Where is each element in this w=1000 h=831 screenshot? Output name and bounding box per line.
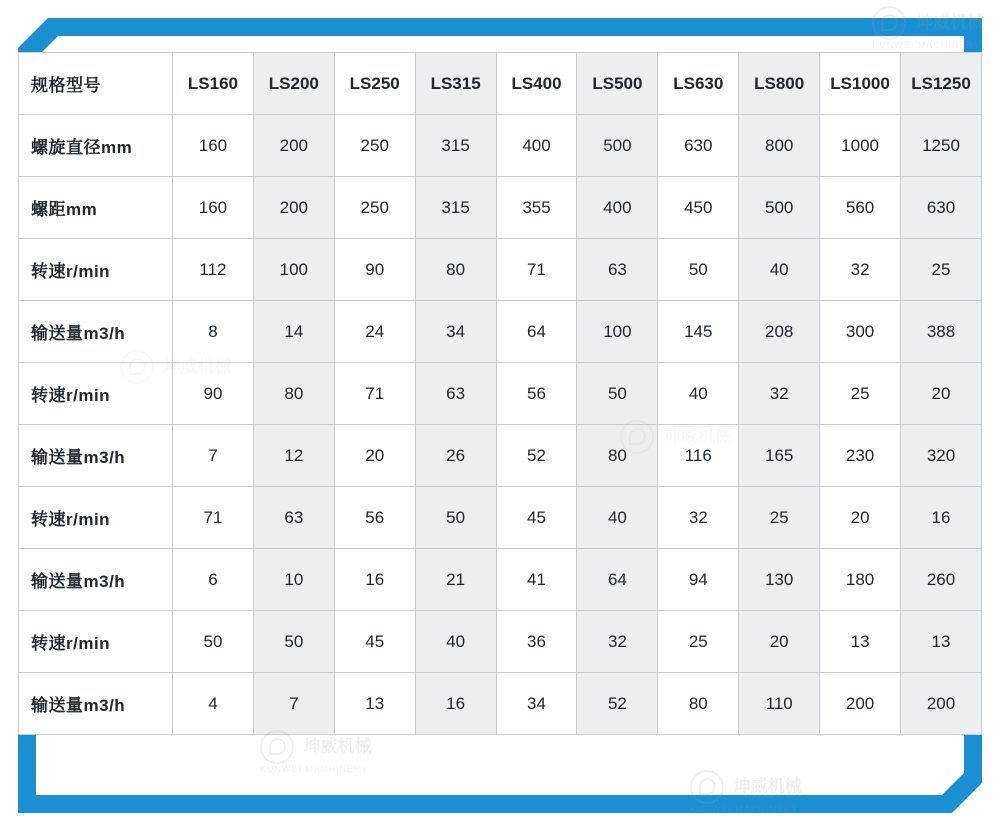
table-cell: 13 (334, 673, 415, 735)
table-cell: 32 (820, 239, 901, 301)
table-cell: 63 (415, 363, 496, 425)
table-row (19, 301, 982, 363)
table-cell: 8 (173, 301, 254, 363)
table-cell: 7 (173, 425, 254, 487)
row-label: 转速r/min (19, 239, 173, 301)
table-cell: 100 (577, 301, 658, 363)
row-label: 螺旋直径mm (19, 115, 173, 177)
spec-table-container (18, 52, 982, 779)
table-cell: 20 (901, 363, 982, 425)
table-cell: 32 (739, 363, 820, 425)
table-cell: 34 (415, 301, 496, 363)
table-cell: 116 (658, 425, 739, 487)
table-row (19, 115, 982, 177)
table-cell: 388 (901, 301, 982, 363)
table-cell: 40 (577, 487, 658, 549)
table-row (19, 487, 982, 549)
row-label: 输送量m3/h (19, 301, 173, 363)
table-cell: 560 (820, 177, 901, 239)
table-cell: 50 (658, 239, 739, 301)
table-cell: 200 (901, 673, 982, 735)
table-cell: 45 (496, 487, 577, 549)
table-cell: 80 (415, 239, 496, 301)
table-cell: 630 (901, 177, 982, 239)
row-label: 规格型号 (19, 53, 173, 115)
table-cell: 1000 (820, 115, 901, 177)
table-row (19, 549, 982, 611)
table-cell: 52 (577, 673, 658, 735)
table-cell: 50 (577, 363, 658, 425)
table-cell: 450 (658, 177, 739, 239)
table-cell: 315 (415, 115, 496, 177)
table-cell: 41 (496, 549, 577, 611)
table-cell: 25 (901, 239, 982, 301)
table-cell: 80 (658, 673, 739, 735)
table-row (19, 177, 982, 239)
table-cell: 630 (658, 115, 739, 177)
table-cell: 26 (415, 425, 496, 487)
table-cell: 32 (577, 611, 658, 673)
table-cell: 6 (173, 549, 254, 611)
table-cell: 500 (739, 177, 820, 239)
table-cell: 40 (739, 239, 820, 301)
table-cell: 14 (253, 301, 334, 363)
table-cell: 16 (334, 549, 415, 611)
column-header-model: LS1250 (901, 53, 982, 115)
table-cell: 50 (415, 487, 496, 549)
table-cell: 320 (901, 425, 982, 487)
table-cell: 71 (173, 487, 254, 549)
table-cell: 34 (496, 673, 577, 735)
table-cell: 7 (253, 673, 334, 735)
row-label: 输送量m3/h (19, 425, 173, 487)
table-cell: 90 (334, 239, 415, 301)
column-header-model: LS250 (334, 53, 415, 115)
table-row (19, 239, 982, 301)
row-label: 转速r/min (19, 487, 173, 549)
row-label: 输送量m3/h (19, 673, 173, 735)
table-cell: 64 (577, 549, 658, 611)
table-cell: 71 (496, 239, 577, 301)
table-cell: 24 (334, 301, 415, 363)
table-row (19, 673, 982, 735)
table-cell: 80 (253, 363, 334, 425)
table-cell: 300 (820, 301, 901, 363)
table-row (19, 363, 982, 425)
table-cell: 12 (253, 425, 334, 487)
table-cell: 315 (415, 177, 496, 239)
table-cell: 94 (658, 549, 739, 611)
table-cell: 25 (820, 363, 901, 425)
table-cell: 50 (173, 611, 254, 673)
table-cell: 1250 (901, 115, 982, 177)
table-cell: 71 (334, 363, 415, 425)
table-cell: 20 (334, 425, 415, 487)
table-cell: 145 (658, 301, 739, 363)
table-cell: 63 (253, 487, 334, 549)
table-cell: 4 (173, 673, 254, 735)
row-label: 转速r/min (19, 611, 173, 673)
table-cell: 250 (334, 177, 415, 239)
table-cell: 160 (173, 115, 254, 177)
table-cell: 40 (658, 363, 739, 425)
table-cell: 165 (739, 425, 820, 487)
table-cell: 20 (739, 611, 820, 673)
table-cell: 112 (173, 239, 254, 301)
table-cell: 400 (496, 115, 577, 177)
table-cell: 500 (577, 115, 658, 177)
row-label: 输送量m3/h (19, 549, 173, 611)
table-cell: 50 (253, 611, 334, 673)
table-cell: 130 (739, 549, 820, 611)
table-cell: 52 (496, 425, 577, 487)
row-label: 转速r/min (19, 363, 173, 425)
table-cell: 80 (577, 425, 658, 487)
table-cell: 16 (901, 487, 982, 549)
column-header-model: LS630 (658, 53, 739, 115)
table-cell: 200 (253, 177, 334, 239)
table-cell: 25 (739, 487, 820, 549)
table-cell: 36 (496, 611, 577, 673)
spec-table-body (19, 53, 982, 735)
spec-table (18, 52, 982, 735)
column-header-model: LS1000 (820, 53, 901, 115)
column-header-model: LS315 (415, 53, 496, 115)
table-cell: 800 (739, 115, 820, 177)
table-cell: 250 (334, 115, 415, 177)
table-cell: 64 (496, 301, 577, 363)
table-row (19, 53, 982, 115)
table-cell: 21 (415, 549, 496, 611)
table-cell: 400 (577, 177, 658, 239)
table-cell: 45 (334, 611, 415, 673)
table-cell: 10 (253, 549, 334, 611)
table-cell: 90 (173, 363, 254, 425)
column-header-model: LS160 (173, 53, 254, 115)
table-cell: 110 (739, 673, 820, 735)
table-cell: 100 (253, 239, 334, 301)
table-cell: 56 (334, 487, 415, 549)
table-row (19, 611, 982, 673)
row-label: 螺距mm (19, 177, 173, 239)
table-cell: 32 (658, 487, 739, 549)
table-cell: 230 (820, 425, 901, 487)
table-row (19, 425, 982, 487)
table-cell: 200 (253, 115, 334, 177)
table-cell: 200 (820, 673, 901, 735)
column-header-model: LS800 (739, 53, 820, 115)
table-cell: 260 (901, 549, 982, 611)
table-cell: 16 (415, 673, 496, 735)
table-cell: 13 (901, 611, 982, 673)
table-cell: 355 (496, 177, 577, 239)
table-cell: 56 (496, 363, 577, 425)
table-cell: 180 (820, 549, 901, 611)
table-cell: 40 (415, 611, 496, 673)
column-header-model: LS400 (496, 53, 577, 115)
column-header-model: LS200 (253, 53, 334, 115)
table-cell: 160 (173, 177, 254, 239)
table-cell: 208 (739, 301, 820, 363)
table-cell: 20 (820, 487, 901, 549)
table-cell: 13 (820, 611, 901, 673)
column-header-model: LS500 (577, 53, 658, 115)
table-cell: 25 (658, 611, 739, 673)
table-cell: 63 (577, 239, 658, 301)
